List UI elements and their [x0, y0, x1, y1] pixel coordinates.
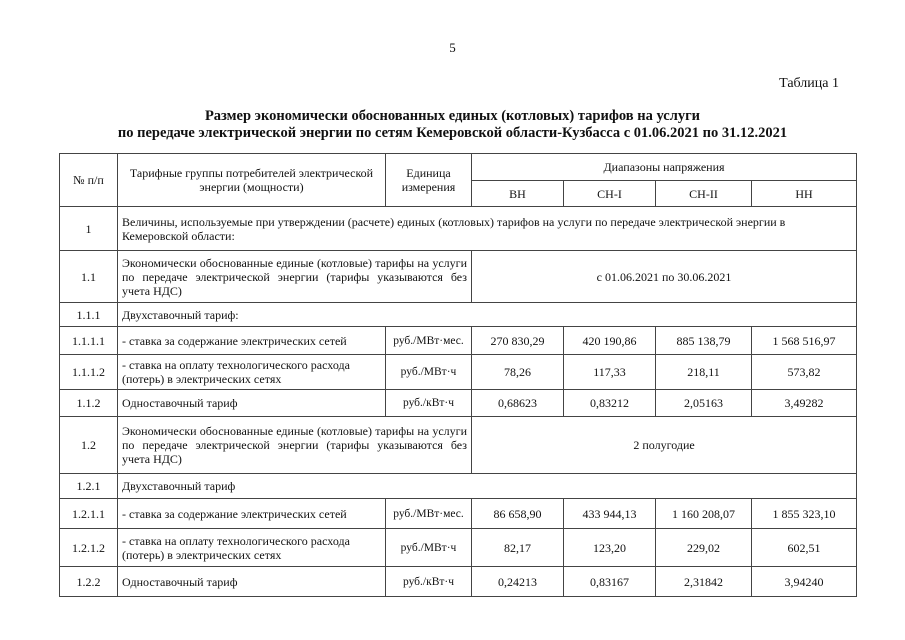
row-num: 1.1 [60, 251, 118, 303]
value-vn: 82,17 [472, 529, 564, 567]
header-nn: НН [752, 181, 857, 207]
value-sn1: 117,33 [564, 355, 656, 390]
table-label: Таблица 1 [779, 76, 839, 91]
value-vn: 270 830,29 [472, 327, 564, 355]
header-num: № п/п [60, 154, 118, 207]
value-vn: 0,24213 [472, 567, 564, 597]
row-period: с 01.06.2021 по 30.06.2021 [472, 251, 857, 303]
table-row [60, 417, 857, 474]
value-nn: 3,49282 [752, 390, 857, 417]
row-text: - ставка на оплату технологического расхода (потерь) в электрических сетях [118, 355, 386, 390]
header-sn2: СН-II [656, 181, 752, 207]
row-num: 1.1.1 [60, 303, 118, 327]
value-nn: 602,51 [752, 529, 857, 567]
row-text: - ставка за содержание электрических сетей [118, 499, 386, 529]
row-text: - ставка за содержание электрических сетей [118, 327, 386, 355]
header-vn: ВН [472, 181, 564, 207]
row-text: Одноставочный тариф [118, 390, 386, 417]
row-unit: руб./МВт·ч [386, 355, 472, 390]
value-sn1: 123,20 [564, 529, 656, 567]
row-num: 1.1.1.1 [60, 327, 118, 355]
table-row [60, 499, 857, 529]
row-unit: руб./кВт·ч [386, 567, 472, 597]
row-unit: руб./МВт·мес. [386, 499, 472, 529]
row-text: Одноставочный тариф [118, 567, 386, 597]
tariff-table [59, 153, 857, 597]
value-nn: 1 855 323,10 [752, 499, 857, 529]
value-sn2: 2,31842 [656, 567, 752, 597]
header-ranges: Диапазоны напряжения [472, 154, 857, 181]
row-text: Экономически обоснованные единые (котловые) тарифы на услуги по передаче электрической энергии (тарифы указываются без учета НДС) [118, 417, 472, 474]
table-row [60, 251, 857, 303]
value-vn: 78,26 [472, 355, 564, 390]
table-row [60, 390, 857, 417]
table-row [60, 355, 857, 390]
table-row [60, 207, 857, 251]
value-nn: 1 568 516,97 [752, 327, 857, 355]
row-unit: руб./МВт·ч [386, 529, 472, 567]
title-line-2: по передаче электрической энергии по сетям Кемеровской области-Кузбасса с 01.06.2021 по 31.12.2021 [117, 125, 788, 141]
row-period: 2 полугодие [472, 417, 857, 474]
value-sn1: 433 944,13 [564, 499, 656, 529]
row-num: 1.2.1.2 [60, 529, 118, 567]
row-unit: руб./кВт·ч [386, 390, 472, 417]
page-number: 5 [449, 40, 456, 55]
table-row [60, 327, 857, 355]
row-num: 1.2 [60, 417, 118, 474]
value-sn1: 0,83212 [564, 390, 656, 417]
row-num: 1.1.2 [60, 390, 118, 417]
row-text: Величины, используемые при утверждении (расчете) единых (котловых) тарифов на услуги по передаче электрической энергии в Кемеровской области: [118, 207, 857, 251]
row-num: 1.2.1 [60, 474, 118, 499]
value-sn1: 0,83167 [564, 567, 656, 597]
value-nn: 573,82 [752, 355, 857, 390]
row-text: Экономически обоснованные единые (котловые) тарифы на услуги по передаче электрической энергии (тарифы указываются без учета НДС) [118, 251, 472, 303]
header-sn1: СН-I [564, 181, 656, 207]
row-num: 1.2.1.1 [60, 499, 118, 529]
row-num: 1.1.1.2 [60, 355, 118, 390]
value-sn1: 420 190,86 [564, 327, 656, 355]
value-sn2: 2,05163 [656, 390, 752, 417]
title-line-1: Размер экономически обоснованных единых (котловых) тарифов на услуги [204, 108, 701, 124]
table-row [60, 567, 857, 597]
header-group: Тарифные группы потребителей электрической энергии (мощности) [118, 154, 386, 207]
value-nn: 3,94240 [752, 567, 857, 597]
table-row [60, 474, 857, 499]
row-num: 1.2.2 [60, 567, 118, 597]
value-vn: 86 658,90 [472, 499, 564, 529]
row-text: Двухставочный тариф [118, 474, 857, 499]
value-sn2: 885 138,79 [656, 327, 752, 355]
row-num: 1 [60, 207, 118, 251]
row-text: - ставка на оплату технологического расхода (потерь) в электрических сетях [118, 529, 386, 567]
header-unit: Единица измерения [386, 154, 472, 207]
row-unit: руб./МВт·мес. [386, 327, 472, 355]
value-vn: 0,68623 [472, 390, 564, 417]
value-sn2: 229,02 [656, 529, 752, 567]
row-text: Двухставочный тариф: [118, 303, 857, 327]
value-sn2: 1 160 208,07 [656, 499, 752, 529]
table-row [60, 529, 857, 567]
value-sn2: 218,11 [656, 355, 752, 390]
page-title [0, 108, 905, 142]
header-row [60, 154, 857, 181]
table-row [60, 303, 857, 327]
